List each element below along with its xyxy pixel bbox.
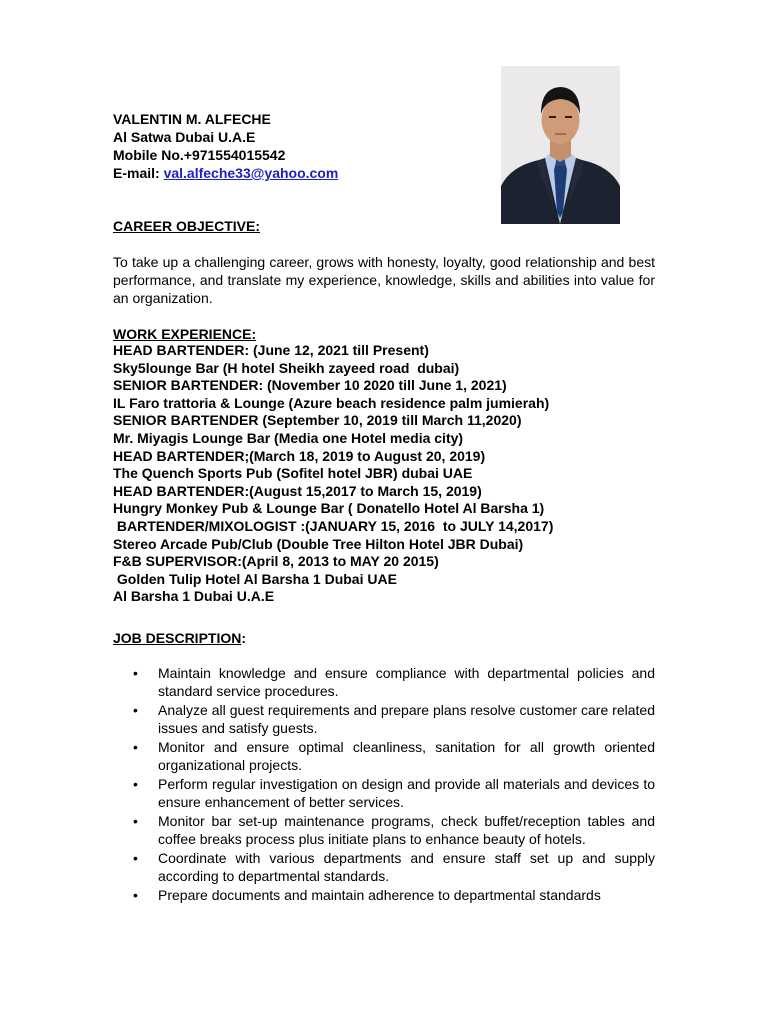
experience-line: Al Barsha 1 Dubai U.A.E (113, 588, 275, 605)
experience-line: HEAD BARTENDER;(March 18, 2019 to August 20, 2019) (113, 447, 486, 464)
list-item (133, 886, 655, 904)
list-item (133, 775, 655, 811)
work-experience-list (113, 342, 553, 606)
duty-text: Monitor bar set-up maintenance programs, check buffet/reception tables and coffee breaks process plus initiate plans to enhance beauty of hotels. (158, 813, 655, 847)
bullet-icon: • (133, 702, 138, 718)
job-description-heading (113, 629, 246, 647)
list-item (133, 664, 655, 700)
duty-text: Coordinate with various departments and ensure staff set up and supply according to departmental standards. (158, 850, 655, 884)
duty-text: Prepare documents and maintain adherence to departmental standards (158, 887, 601, 903)
experience-line: HEAD BARTENDER: (June 12, 2021 till Present) (113, 342, 429, 358)
applicant-mobile: Mobile No.+971554015542 (113, 147, 286, 163)
experience-line: IL Faro trattoria & Lounge (Azure beach residence palm jumierah) (113, 394, 550, 411)
job-description-title: JOB DESCRIPTION (113, 630, 242, 646)
applicant-address: Al Satwa Dubai U.A.E (113, 129, 256, 145)
duty-text: Maintain knowledge and ensure compliance with departmental policies and standard service procedures. (158, 665, 655, 699)
email-label: E-mail: (113, 165, 164, 181)
duty-text: Analyze all guest requirements and prepare plans resolve customer care related issues and satisfy guests. (158, 702, 655, 736)
job-description-list (133, 664, 655, 905)
bullet-icon: • (133, 887, 138, 903)
bullet-icon: • (133, 776, 138, 792)
experience-line: Hungry Monkey Pub & Lounge Bar ( Donatello Hotel Al Barsha 1) (113, 500, 545, 517)
list-item (133, 849, 655, 885)
experience-line: Sky5lounge Bar (H hotel Sheikh zayeed road dubai) (113, 359, 460, 376)
profile-photo (501, 66, 620, 224)
experience-line: Mr. Miyagis Lounge Bar (Media one Hotel media city) (113, 429, 464, 446)
bullet-icon: • (133, 850, 138, 866)
bullet-icon: • (133, 813, 138, 829)
experience-line: SENIOR BARTENDER: (November 10 2020 till June 1, 2021) (113, 377, 507, 394)
experience-line: SENIOR BARTENDER (September 10, 2019 till March 11,2020) (113, 412, 522, 429)
experience-line: Golden Tulip Hotel Al Barsha 1 Dubai UAE (113, 570, 397, 587)
list-item (133, 812, 655, 848)
career-objective-text: To take up a challenging career, grows with honesty, loyalty, good relationship and best performance, and translate my experience, knowledge, skills and abilities into value for an organization. (113, 254, 655, 306)
experience-line: F&B SUPERVISOR:(April 8, 2013 to MAY 20 2015) (113, 553, 439, 570)
list-item (133, 701, 655, 737)
experience-line: Stereo Arcade Pub/Club (Double Tree Hilton Hotel JBR Dubai) (113, 535, 524, 552)
contact-header (113, 110, 338, 182)
job-description-colon: : (241, 630, 247, 646)
experience-line: HEAD BARTENDER:(August 15,2017 to March 15, 2019) (113, 482, 482, 499)
email-link[interactable]: val.alfeche33@yahoo.com (163, 165, 339, 181)
career-objective-heading: CAREER OBJECTIVE: (113, 218, 261, 234)
experience-line: BARTENDER/MIXOLOGIST :(JANUARY 15, 2016 to JULY 14,2017) (113, 517, 554, 534)
duty-text: Perform regular investigation on design and provide all materials and devices to ensure enhancement of better services. (158, 776, 655, 810)
bullet-icon: • (133, 739, 138, 755)
applicant-name: VALENTIN M. ALFECHE (113, 111, 271, 127)
duty-text: Monitor and ensure optimal cleanliness, sanitation for all growth oriented organizational projects. (158, 739, 655, 773)
list-item (133, 738, 655, 774)
experience-line: The Quench Sports Pub (Sofitel hotel JBR) dubai UAE (113, 465, 473, 482)
applicant-email-line (113, 164, 338, 182)
bullet-icon: • (133, 665, 138, 681)
work-experience-heading: WORK EXPERIENCE: (113, 326, 257, 342)
